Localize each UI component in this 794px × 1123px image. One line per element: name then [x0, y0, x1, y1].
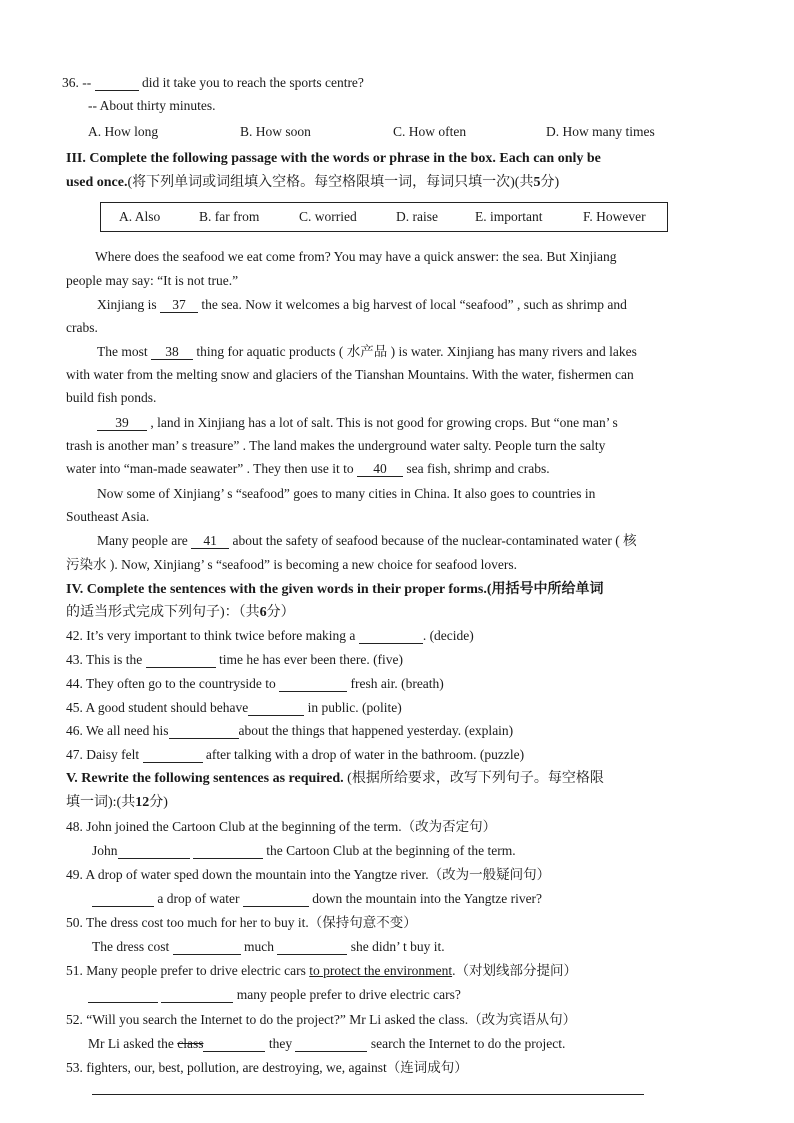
- question-44: [66, 675, 444, 693]
- q52-ans-pre: Mr Li asked the: [88, 1036, 178, 1051]
- question-45: [66, 699, 402, 717]
- passage-p5-line1: Now some of Xinjiang’ s “seafood” goes to many cities in China. It also goes to countries in: [97, 486, 596, 501]
- q50-ans-pre: The dress cost: [92, 939, 173, 954]
- section-5-heading-cn2: 填一词):(共: [66, 795, 136, 810]
- section-4-points: 6: [259, 605, 267, 620]
- question-52: 52. “Will you search the Internet to do the project?” Mr Li asked the class.（改为宾语从句）: [66, 1012, 577, 1027]
- section-4-heading-cn: 的适当形式完成下列句子)：（共: [66, 605, 260, 620]
- blank[interactable]: [203, 1036, 265, 1052]
- q42-pre: 42. It’s very important to think twice before making a: [66, 628, 359, 643]
- passage-p2-line1: [97, 296, 627, 314]
- blank[interactable]: [146, 652, 216, 668]
- passage-p3-line3: build fish ponds.: [66, 390, 157, 405]
- p4-l3-post: sea fish, shrimp and crabs.: [403, 461, 550, 476]
- p6-post: about the safety of seafood because of the nuclear-contaminated water ( 核: [229, 533, 637, 548]
- blank-40[interactable]: 40: [357, 461, 403, 477]
- passage-p5-line2: Southeast Asia.: [66, 509, 150, 524]
- q51-answer-line: [88, 986, 461, 1004]
- q52-ans-mid: they: [265, 1036, 296, 1051]
- p3-post: thing for aquatic products ( 水产品 ) is water. Xinjiang has many rivers and lakes: [193, 344, 637, 359]
- q52-ans-post: search the Internet to do the project.: [367, 1036, 566, 1051]
- section-3-points: 5: [533, 175, 541, 190]
- question-42: [66, 627, 474, 645]
- word-option-b: B. far from: [199, 209, 260, 224]
- word-option-e: E. important: [475, 209, 543, 224]
- word-option-d: D. raise: [396, 209, 438, 224]
- blank-41[interactable]: 41: [191, 533, 229, 549]
- blank[interactable]: [95, 75, 139, 91]
- blank[interactable]: [248, 700, 304, 716]
- blank[interactable]: [359, 628, 423, 644]
- blank[interactable]: [169, 723, 239, 739]
- q47-post: after talking with a drop of water in the bathroom. (puzzle): [202, 747, 525, 762]
- p4-post: , land in Xinjiang has a lot of salt. This is not good for growing crops. But “one man’ s: [147, 415, 618, 430]
- blank[interactable]: [92, 891, 154, 907]
- q36-option-c: C. How often: [393, 124, 467, 139]
- passage-p3-line2: with water from the melting snow and glaciers of the Tianshan Mountains. With the water, fishermen can: [66, 367, 634, 382]
- section-5-heading-en: V. Rewrite the following sentences as required.: [66, 771, 344, 786]
- q52-answer-line: [88, 1035, 565, 1053]
- p3-pre: The most: [97, 344, 151, 359]
- q47-pre: 47. Daisy felt: [66, 747, 143, 762]
- passage-p4-line1: [97, 414, 618, 432]
- blank[interactable]: [295, 1036, 367, 1052]
- q48-ans-post: the Cartoon Club at the beginning of the term.: [262, 843, 516, 858]
- section-4-heading-line1: IV. Complete the sentences with the given words in their proper forms.(用括号中所给单词: [66, 582, 604, 597]
- blank[interactable]: [193, 843, 263, 859]
- p6-pre: Many people are: [97, 533, 192, 548]
- q36-answer: -- About thirty minutes.: [88, 98, 216, 113]
- q52-struck-word: class: [177, 1036, 204, 1051]
- q46-post: about the things that happened yesterday. (explain): [238, 723, 514, 738]
- p4-l3-pre: water into “man-made seawater” . They then use it to: [66, 461, 358, 476]
- section-3-heading-line2: [66, 174, 559, 192]
- question-46: [66, 722, 513, 740]
- blank[interactable]: [161, 987, 233, 1003]
- blank[interactable]: [243, 891, 309, 907]
- section-4-heading-line2: [66, 604, 295, 622]
- question-49: 49. A drop of water sped down the mountain into the Yangtze river.（改为一般疑问句）: [66, 867, 551, 882]
- blank[interactable]: [279, 676, 347, 692]
- passage-p6-line1: [97, 532, 637, 550]
- q50-ans-mid: much: [240, 939, 278, 954]
- q51-underlined: to protect the environment: [309, 963, 453, 978]
- passage-p4-line2: trash is another man’ s treasure” . The land makes the underground water salty. People turn the salty: [66, 438, 606, 453]
- q36-option-d: D. How many times: [546, 124, 655, 139]
- q36-stem-post: did it take you to reach the sports centre?: [138, 75, 364, 90]
- q49-ans-mid: a drop of water: [154, 891, 243, 906]
- q51-ans-post: many people prefer to drive electric cars?: [233, 987, 461, 1002]
- q48-ans-pre: John: [92, 843, 118, 858]
- q49-answer-line: [92, 890, 542, 908]
- blank[interactable]: [173, 939, 241, 955]
- passage-p3-line1: [97, 343, 637, 361]
- blank[interactable]: [143, 747, 203, 763]
- word-option-f: F. However: [583, 209, 646, 224]
- q51-pre: 51. Many people prefer to drive electric cars: [66, 963, 310, 978]
- q50-answer-line: [92, 938, 445, 956]
- passage-p1-line2: people may say: “It is not true.”: [66, 273, 239, 288]
- q50-ans-post: she didn’ t buy it.: [347, 939, 445, 954]
- q43-post: time he has ever been there. (five): [215, 652, 404, 667]
- blank[interactable]: [118, 843, 190, 859]
- section-5-heading-cn: (根据所给要求，改写下列句子。每空格限: [347, 771, 604, 786]
- q46-pre: 46. We all need his: [66, 723, 169, 738]
- answer-line-53[interactable]: [92, 1094, 644, 1095]
- blank-38[interactable]: 38: [151, 344, 193, 360]
- q42-post: . (decide): [422, 628, 474, 643]
- blank-39[interactable]: 39: [97, 415, 147, 431]
- q44-post: fresh air. (breath): [347, 676, 444, 691]
- passage-p2-line2: crabs.: [66, 320, 98, 335]
- q45-post: in public. (polite): [304, 700, 402, 715]
- section-5-heading-line1: [66, 770, 604, 788]
- q49-ans-post: down the mountain into the Yangtze river?: [308, 891, 543, 906]
- q48-answer-line: [92, 842, 516, 860]
- section-3-heading-cn: (将下列单词或词组填入空格。每空格限填一词，每词只填一次)(共: [127, 175, 534, 190]
- q51-post: .（对划线部分提问）: [452, 963, 577, 978]
- question-43: [66, 651, 403, 669]
- q43-pre: 43. This is the: [66, 652, 146, 667]
- question-47: [66, 746, 524, 764]
- q45-pre: 45. A good student should behave: [66, 700, 249, 715]
- question-50: 50. The dress cost too much for her to buy it.（保持句意不变）: [66, 915, 417, 930]
- passage-p4-line3: [66, 460, 550, 478]
- question-36: [62, 74, 364, 92]
- q36-option-b: B. How soon: [240, 124, 311, 139]
- q36-stem-pre: 36. --: [62, 75, 95, 90]
- question-51: [66, 962, 577, 980]
- q36-option-a: A. How long: [88, 124, 159, 139]
- word-option-c: C. worried: [299, 209, 357, 224]
- q44-pre: 44. They often go to the countryside to: [66, 676, 280, 691]
- passage-p6-line2: 污染水 ). Now, Xinjiang’ s “seafood” is becoming a new choice for seafood lovers.: [66, 557, 517, 572]
- section-5-points: 12: [135, 795, 150, 810]
- word-box: [100, 202, 668, 232]
- section-3-heading-end: 分): [540, 175, 560, 190]
- blank[interactable]: [277, 939, 347, 955]
- question-48: 48. John joined the Cartoon Club at the beginning of the term.（改为否定句）: [66, 819, 497, 834]
- section-5-heading-line2: [66, 794, 168, 812]
- passage-p1-line1: Where does the seafood we eat come from? You may have a quick answer: the sea. But Xinjiang: [95, 249, 617, 264]
- section-3-heading-en: used once.: [66, 175, 128, 190]
- section-4-heading-end: 分）: [266, 605, 295, 620]
- question-53: 53. fighters, our, best, pollution, are destroying, we, against（连词成句）: [66, 1060, 468, 1075]
- word-option-a: A. Also: [119, 209, 161, 224]
- p2-post: the sea. Now it welcomes a big harvest of local “seafood” , such as shrimp and: [198, 297, 627, 312]
- section-3-heading-line1: III. Complete the following passage with the words or phrase in the box. Each can only be: [66, 151, 601, 166]
- section-5-heading-end: 分): [149, 795, 168, 810]
- blank[interactable]: [88, 987, 158, 1003]
- p2-pre: Xinjiang is: [97, 297, 160, 312]
- blank-37[interactable]: 37: [160, 297, 198, 313]
